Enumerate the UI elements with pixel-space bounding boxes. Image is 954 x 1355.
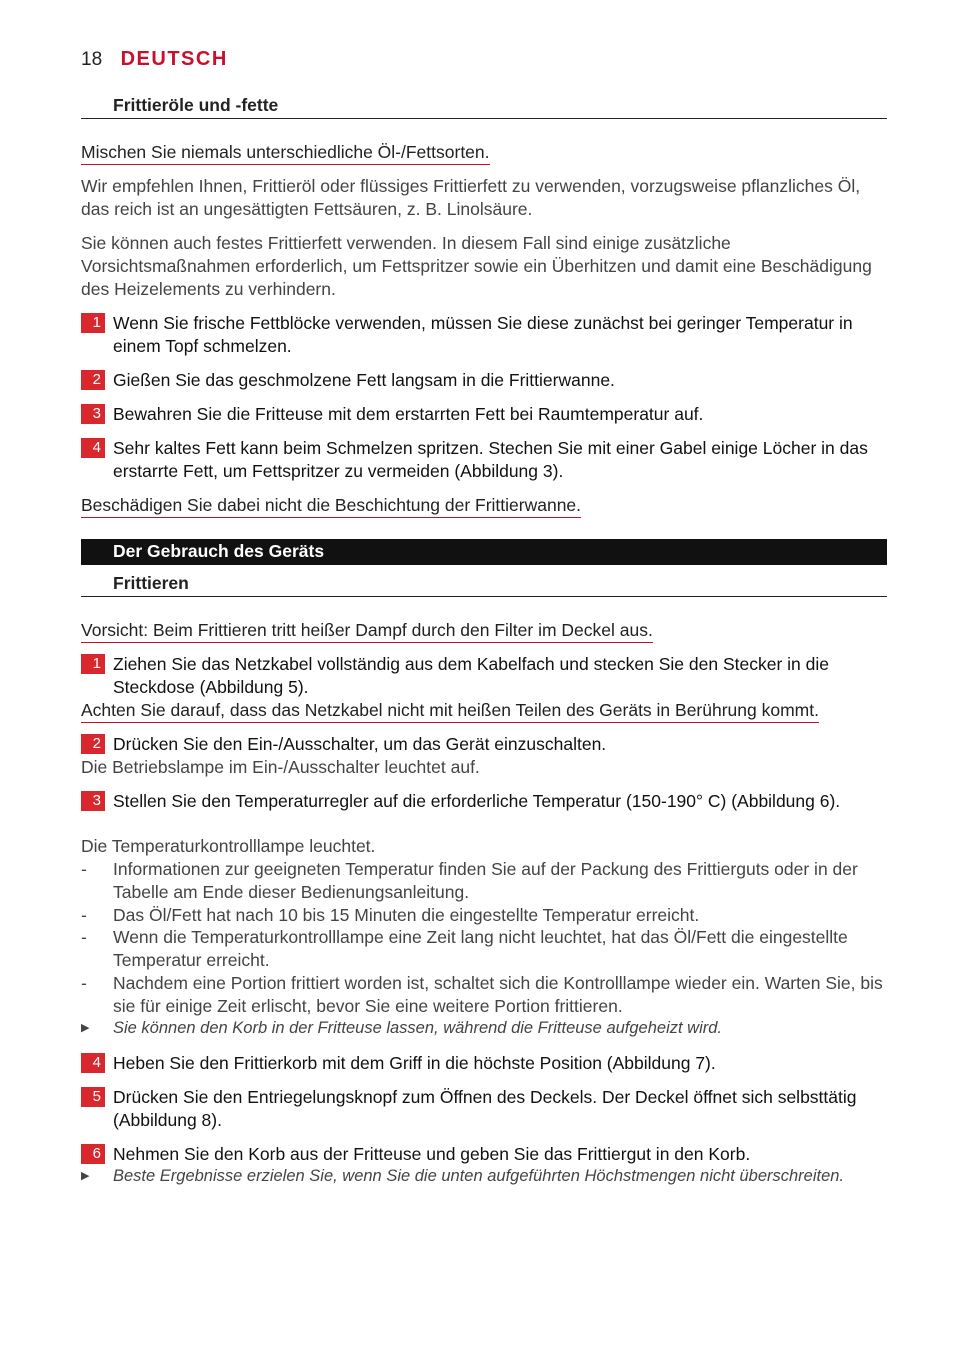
step-item [81,1143,887,1166]
step-number-badge: 3 [81,404,105,424]
step-text: Drücken Sie den Entriegelungsknopf zum Öffnen des Deckels. Der Deckel öffnet sich selbsttätig (Abbildung 8). [113,1087,857,1130]
warning-mixing [81,141,887,165]
step-item [81,403,887,426]
step-text: Drücken Sie den Ein-/Ausschalter, um das Gerät einzuschalten. [113,734,607,754]
step-number-badge: 1 [81,313,105,333]
tip-item [81,1165,887,1188]
tip-text: Sie können den Korb in der Fritteuse lassen, während die Fritteuse aufgeheizt wird. [113,1019,723,1037]
dash-text: Nachdem eine Portion frittiert worden ist, schaltet sich die Kontrolllampe wieder ein. Warten Sie, bis sie für einige Zeit erlischt, bevor Sie eine weitere Portion frittieren. [113,973,883,1016]
dash-list-item [81,904,887,927]
step-text: Nehmen Sie den Korb aus der Fritteuse und geben Sie das Frittiergut in den Korb. [113,1144,751,1164]
step-text: Ziehen Sie das Netzkabel vollständig aus dem Kabelfach und stecken Sie den Stecker in die Steckdose (Abbildung 5). [113,654,829,697]
triangle-bullet-icon: ▶ [81,1022,90,1034]
step-item [81,733,887,756]
warning-text: Mischen Sie niemals unterschiedliche Öl-/Fettsorten. [81,141,490,165]
warning-coating [81,494,887,518]
page-header [81,48,228,74]
triangle-bullet-icon: ▶ [81,1170,90,1182]
dash-list-item [81,972,887,1018]
step-number-badge: 3 [81,791,105,811]
step-text: Stellen Sie den Temperaturregler auf die erforderliche Temperatur (150-190° C) (Abbildung 6). [113,791,841,811]
dash-text: Wenn die Temperaturkontrolllampe eine Zeit lang nicht leuchtet, hat das Öl/Fett die eingestellte Temperatur erreicht. [113,927,848,970]
step-text: Wenn Sie frische Fettblöcke verwenden, müssen Sie diese zunächst bei geringer Temperatur in einem Topf schmelzen. [113,313,853,356]
step-number-badge: 4 [81,1053,105,1073]
dash-marker: - [81,905,87,925]
step-text: Gießen Sie das geschmolzene Fett langsam in die Frittierwanne. [113,370,615,390]
step-item [81,312,887,358]
dash-text: Das Öl/Fett hat nach 10 bis 15 Minuten die eingestellte Temperatur erreicht. [113,905,700,925]
step-text: Sehr kaltes Fett kann beim Schmelzen spritzen. Stechen Sie mit einer Gabel einige Löcher in das erstarrte Fett, um Fettspritzer zu vermeiden (Abbildung 3). [113,438,868,481]
caution-steam [81,619,887,643]
paragraph-recommendation: Wir empfehlen Ihnen, Frittieröl oder flüssiges Frittierfett zu verwenden, vorzugsweise pflanzliches Öl, das reich ist an ungesättigten Fettsäuren, z. B. Linolsäure. [81,176,861,219]
dash-text: Informationen zur geeigneten Temperatur finden Sie auf der Packung des Frittierguts oder in der Tabelle am Ende dieser Bedienungsanleitung. [113,859,858,902]
section-heading-frying: Frittieren [81,572,887,597]
step-note: Die Temperaturkontrolllampe leuchtet. [81,836,376,856]
section-bar-usage: Der Gebrauch des Geräts [81,539,887,565]
warning-text: Achten Sie darauf, dass das Netzkabel nicht mit heißen Teilen des Geräts in Berührung kommt. [81,699,819,723]
step-number-badge: 2 [81,734,105,754]
page-number: 18 [81,49,103,70]
tip-text: Beste Ergebnisse erzielen Sie, wenn Sie die unten aufgeführten Höchstmengen nicht überschreiten. [113,1167,845,1185]
warning-text: Beschädigen Sie dabei nicht die Beschichtung der Frittierwanne. [81,494,581,518]
step-item [81,790,887,813]
step-number-badge: 2 [81,370,105,390]
warning-text: Vorsicht: Beim Frittieren tritt heißer Dampf durch den Filter im Deckel aus. [81,619,653,643]
section-heading-oils: Frittieröle und -fette [81,94,887,119]
step-text: Bewahren Sie die Fritteuse mit dem erstarrten Fett bei Raumtemperatur auf. [113,404,704,424]
dash-marker: - [81,973,87,993]
dash-marker: - [81,859,87,879]
step-number-badge: 4 [81,438,105,458]
dash-list-item [81,926,887,972]
warning-cable [81,699,887,723]
step-number-badge: 6 [81,1144,105,1164]
paragraph-solid-fat: Sie können auch festes Frittierfett verwenden. In diesem Fall sind einige zusätzliche Vorsichtsmaßnahmen erforderlich, um Fettspritzer sowie ein Überhitzen und damit eine Beschädigung des Heizelements zu verhindern. [81,233,872,299]
step-text: Heben Sie den Frittierkorb mit dem Griff in die höchste Position (Abbildung 7). [113,1053,716,1073]
tip-item [81,1017,887,1040]
language-label: DEUTSCH [120,48,228,70]
step-item [81,437,887,483]
dash-marker: - [81,927,87,947]
step-item [81,369,887,392]
step-item [81,1052,887,1075]
step-number-badge: 1 [81,654,105,674]
step-note: Die Betriebslampe im Ein-/Ausschalter leuchtet auf. [81,757,480,777]
step-item [81,1086,887,1132]
step-number-badge: 5 [81,1087,105,1107]
dash-list-item [81,858,887,904]
step-item [81,653,887,699]
